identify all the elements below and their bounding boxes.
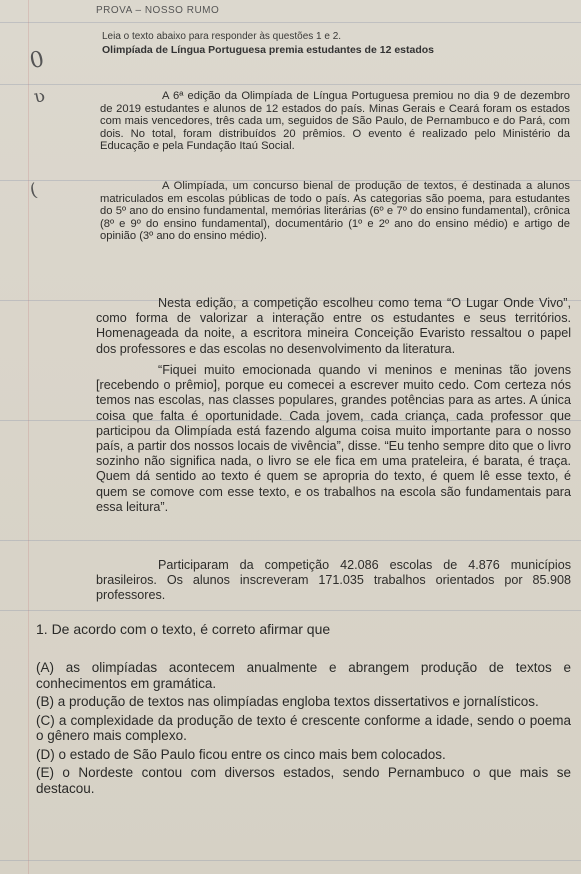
option-d[interactable]: (D) o estado de São Paulo ficou entre os cinco mais bem colocados. (36, 746, 446, 762)
exam-header: PROVA – NOSSO RUMO (96, 5, 220, 16)
option-c[interactable]: (C) a complexidade da produção de texto é crescente conforme a idade, sendo o poema o gênero mais complexo. (36, 712, 571, 743)
article-paragraph-3: Nesta edição, a competição escolheu como tema “O Lugar Onde Vivo”, como forma de valorizar a interação entre os estudantes e seus territórios. Homenageada da noite, a escritora mineira Conceição Evaristo ressaltou o papel dos professores e das escolas no desenvolvimento da literatura. (96, 296, 571, 356)
option-a[interactable]: (A) as olimpíadas acontecem anualmente e abrangem produção de textos e conhecimentos em gramática. (36, 660, 571, 691)
reading-instruction: Leia o texto abaixo para responder às questões 1 e 2. (102, 31, 342, 42)
article-paragraph-1: A 6ª edição da Olimpíada de Língua Portuguesa premiou no dia 9 de dezembro de 2019 estudantes e alunos de 12 estados do país. Minas Gerais e Ceará foram os estados com mais vencedores, três cada um, seguidos de São Paulo, de Pernambuco e do Pará, com dois. No total, foram distribuídos 20 prêmios. O evento é realizado pelo Ministério da Educação e pela Fundação Itaú Social. (100, 90, 570, 153)
margin-line (28, 0, 29, 874)
answer-options (36, 660, 571, 799)
article-paragraph-2: A Olimpíada, um concurso bienal de produção de textos, é destinada a alunos matriculados em escolas públicas de todo o país. As categorias são poema, para estudantes do 5º ano do ensino fundamental, memórias literárias (6º e 7º do ensino fundamental), crônica (8º e 9º do ensino fundamental), documentário (1º e 2º ano do ensino médio) e artigo de opinião (3º ano do ensino médio). (100, 180, 570, 243)
ruled-line (0, 22, 581, 23)
article-paragraph-5: Participaram da competição 42.086 escolas de 4.876 municípios brasileiros. Os alunos inscreveram 171.035 trabalhos orientados por 85.908 professores. (96, 558, 571, 603)
pen-mark: 0 (27, 46, 47, 75)
ruled-line (0, 610, 581, 611)
option-e[interactable]: (E) o Nordeste contou com diversos estados, sendo Pernambuco o que mais se destacou. (36, 765, 571, 796)
ruled-line (0, 84, 581, 85)
pen-mark: ( (27, 179, 40, 202)
pen-mark: ʋ (31, 85, 48, 108)
ruled-line (0, 540, 581, 541)
article-paragraph-4: “Fiquei muito emocionada quando vi meninos e meninas tão jovens [recebendo o prêmio], porque eu comecei a escrever muito cedo. Com certeza nós temos nas escolas, nas classes populares, grandes potências para as artes. A única coisa que falta é oportunidade. Cada jovem, cada criança, cada professor que participou da Olimpíada está fazendo alguma coisa muito importante para o nosso país, a partir dos nossos locais de vivência”, disse. “Eu tenho sempre dito que o livro sozinho não significa nada, o livro se ele fica em uma prateleira, é barata, é traça. Quem dá sentido ao texto é quem se apropria do texto, é quem lê esse texto, é quem se comove com esse texto, e os trabalhos na escola são fundamentais para essa leitura”. (96, 363, 571, 514)
article-headline: Olimpíada de Língua Portuguesa premia estudantes de 12 estados (102, 44, 435, 56)
question-1-prompt: 1. De acordo com o texto, é correto afirmar que (36, 621, 331, 637)
ruled-line (0, 860, 581, 861)
option-b[interactable]: (B) a produção de textos nas olimpíadas engloba textos dissertativos e jornalísticos. (36, 694, 539, 709)
